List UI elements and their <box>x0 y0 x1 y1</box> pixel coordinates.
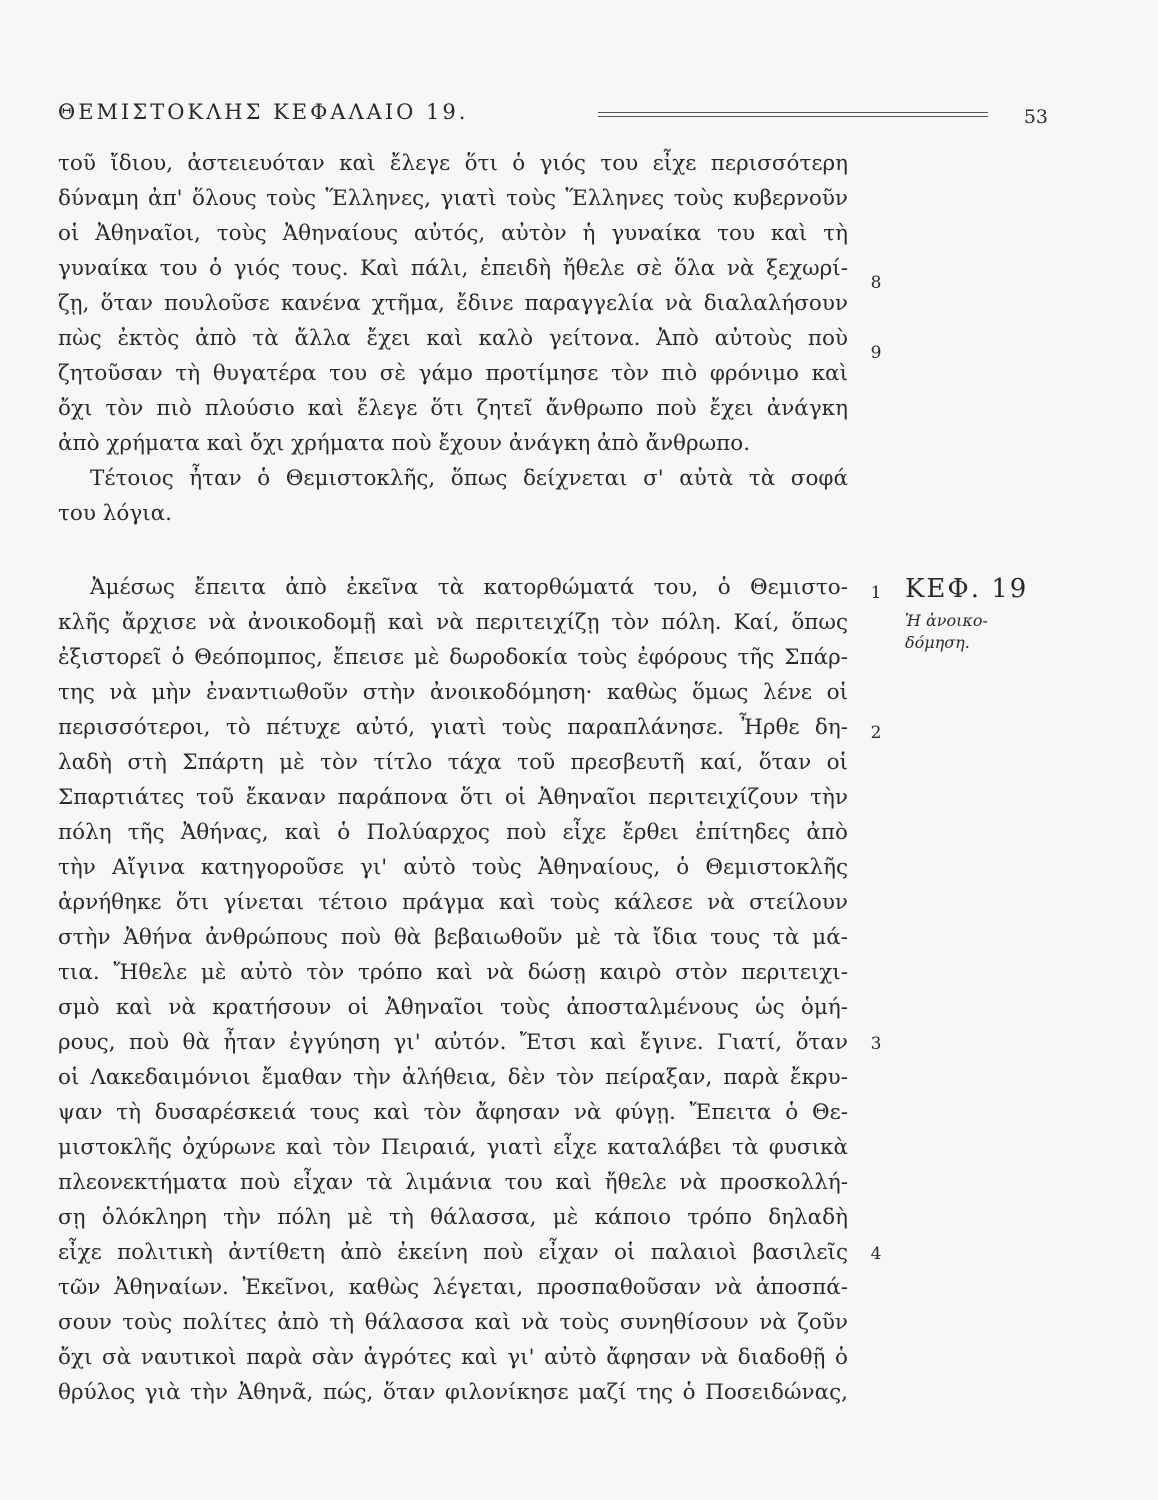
text-line: ὄχι τὸν πιὸ πλούσιο καὶ ἔλεγε ὅτι ζητεῖ ἄνθρωπο ποὺ ἔχει ἀνάγκη <box>58 396 848 421</box>
text-line: πὼς ἐκτὸς ἀπὸ τὰ ἄλλα ἔχει καὶ καλὸ γείτονα. Ἀπὸ αὐτοὺς ποὺ <box>58 326 848 351</box>
text-line: της νὰ μὴν ἐναντιωθοῦν στὴν ἀνοικοδόμηση· καθὼς ὅμως λένε οἱ <box>58 680 848 705</box>
header-title: ΘΕΜΙΣΤΟΚΛΗΣ ΚΕΦΑΛΑΙΟ 19. <box>58 100 469 124</box>
chapter-label: ΚΕΦ. 19 <box>905 574 1029 604</box>
text-line: ὄχι σὰ ναυτικοὶ παρὰ σὰν ἀγρότες καὶ γι' αὐτὸ ἄφησαν νὰ διαδοθῇ ὁ <box>58 1345 848 1370</box>
text-line: ἀρνήθηκε ὅτι γίνεται τέτοιο πράγμα καὶ τοὺς κάλεσε νὰ στείλουν <box>58 890 848 915</box>
text-line: σμὸ καὶ νὰ κρατήσουν οἱ Ἀθηναῖοι τοὺς ἀποσταλμένους ὡς ὁμή- <box>58 995 848 1020</box>
text-line: τὴν Αἴγινα κατηγοροῦσε γι' αὐτὸ τοὺς Ἀθηναίους, ὁ Θεμιστοκλῆς <box>58 855 848 880</box>
text-line: Σπαρτιάτες τοῦ ἔκαναν παράπονα ὅτι οἱ Ἀθηναῖοι περιτειχίζουν τὴν <box>58 785 848 810</box>
text-line: ζῃ, ὅταν πουλοῦσε κανένα χτῆμα, ἔδινε παραγγελία νὰ διαλαλήσουν <box>58 291 848 316</box>
text-line: οἱ Λακεδαιμόνιοι ἔμαθαν τὴν ἀλήθεια, δὲν τὸν πείραξαν, παρὰ ἔκρυ- <box>58 1065 848 1090</box>
margin-number: 3 <box>870 1034 882 1054</box>
text-line: σῃ ὁλόκληρη τὴν πόλη μὲ τὴ θάλασσα, μὲ κάποιο τρόπο δηλαδὴ <box>58 1205 848 1230</box>
text-line: ἀπὸ χρήματα καὶ ὄχι χρήματα ποὺ ἔχουν ἀνάγκη ἀπὸ ἄνθρωπο. <box>58 431 751 456</box>
text-line: θρύλος γιὰ τὴν Ἀθηνᾶ, πώς, ὅταν φιλονίκησε μαζί της ὁ Ποσειδώνας, <box>58 1380 848 1405</box>
text-line: του λόγια. <box>58 501 172 526</box>
text-line: λαδὴ στὴ Σπάρτη μὲ τὸν τίτλο τάχα τοῦ πρεσβευτῆ καί, ὅταν οἱ <box>58 750 848 775</box>
text-line: οἱ Ἀθηναῖοι, τοὺς Ἀθηναίους αὐτός, αὐτὸν ἡ γυναίκα του καὶ τὴ <box>58 221 848 246</box>
text-line: περισσότεροι, τὸ πέτυχε αὐτό, γιατὶ τοὺς παραπλάνησε. Ἦρθε δη- <box>58 715 848 740</box>
text-line: Ἀμέσως ἔπειτα ἀπὸ ἐκεῖνα τὰ κατορθώματά του, ὁ Θεμιστο- <box>90 575 848 600</box>
text-line: κλῆς ἄρχισε νὰ ἀνοικοδομῇ καὶ νὰ περιτειχίζῃ τὸν πόλη. Καί, ὅπως <box>58 610 848 635</box>
text-line: εἶχε πολιτικὴ ἀντίθετη ἀπὸ ἐκείνη ποὺ εἶχαν οἱ παλαιοὶ βασιλεῖς <box>58 1240 848 1265</box>
text-line: δύναμη ἀπ' ὅλους τοὺς Ἕλληνες, γιατὶ τοὺς Ἕλληνες τοὺς κυβερνοῦν <box>58 186 848 211</box>
chapter-margin-note <box>905 574 1045 654</box>
text-line: τῶν Ἀθηναίων. Ἐκεῖνοι, καθὼς λέγεται, προσπαθοῦσαν νὰ ἀποσπά- <box>58 1275 848 1300</box>
text-line: μιστοκλῆς ὀχύρωνε καὶ τὸν Πειραιά, γιατὶ εἶχε καταλάβει τὰ φυσικὰ <box>58 1135 848 1160</box>
running-header <box>58 100 1048 130</box>
text-line: ζητοῦσαν τὴ θυγατέρα του σὲ γάμο προτίμησε τὸν πιὸ φρόνιμο καὶ <box>58 361 848 386</box>
text-line: ψαν τὴ δυσαρέσκειά τους καὶ τὸν ἄφησαν νὰ φύγῃ. Ἔπειτα ὁ Θε- <box>58 1100 848 1125</box>
text-line: τια. Ἤθελε μὲ αὐτὸ τὸν τρόπο καὶ νὰ δώσῃ καιρὸ στὸν περιτειχι- <box>58 960 848 985</box>
paragraph-rebuilding <box>58 570 848 1410</box>
margin-number: 2 <box>870 723 882 743</box>
paragraph-sayings <box>58 461 848 531</box>
margin-number: 8 <box>870 273 882 293</box>
page-number: 53 <box>1023 106 1048 128</box>
chapter-subtitle-line: Ἡ ἀνοικο- <box>905 611 988 630</box>
chapter-subtitle-line: δόμηση. <box>905 633 970 652</box>
margin-number: 9 <box>870 343 882 363</box>
text-line: ρους, ποὺ θὰ ἦταν ἐγγύηση γι' αὐτόν. Ἔτσι καὶ ἔγινε. Γιατί, ὅταν <box>58 1030 848 1055</box>
text-line: τοῦ ἴδιου, ἀστειευόταν καὶ ἔλεγε ὅτι ὁ γιός του εἶχε περισσότερη <box>58 151 848 176</box>
text-line: γυναίκα του ὁ γιός τους. Καὶ πάλι, ἐπειδὴ ἤθελε σὲ ὅλα νὰ ξεχωρί- <box>58 256 848 281</box>
text-line: πόλη τῆς Ἀθήνας, καὶ ὁ Πολύαρχος ποὺ εἶχε ἔρθει ἐπίτηδες ἀπὸ <box>58 820 848 845</box>
text-line: Τέτοιος ἦταν ὁ Θεμιστοκλῆς, ὅπως δείχνεται σ' αὐτὰ τὰ σοφά <box>90 466 848 491</box>
paragraph-continuation <box>58 146 848 461</box>
header-rule <box>598 112 988 117</box>
margin-number: 4 <box>870 1244 882 1264</box>
text-line: ἐξιστορεῖ ὁ Θεόπομπος, ἔπεισε μὲ δωροδοκία τοὺς ἐφόρους τῆς Σπάρ- <box>58 645 848 670</box>
text-line: σουν τοὺς πολίτες ἀπὸ τὴ θάλασσα καὶ νὰ τοὺς συνηθίσουν νὰ ζοῦν <box>58 1310 848 1335</box>
text-line: στὴν Ἀθήνα ἀνθρώπους ποὺ θὰ βεβαιωθοῦν μὲ τὰ ἴδια τους τὰ μά- <box>58 925 848 950</box>
text-line: πλεονεκτήματα ποὺ εἶχαν τὰ λιμάνια του καὶ ἤθελε νὰ προσκολλή- <box>58 1170 848 1195</box>
margin-number: 1 <box>870 583 882 603</box>
